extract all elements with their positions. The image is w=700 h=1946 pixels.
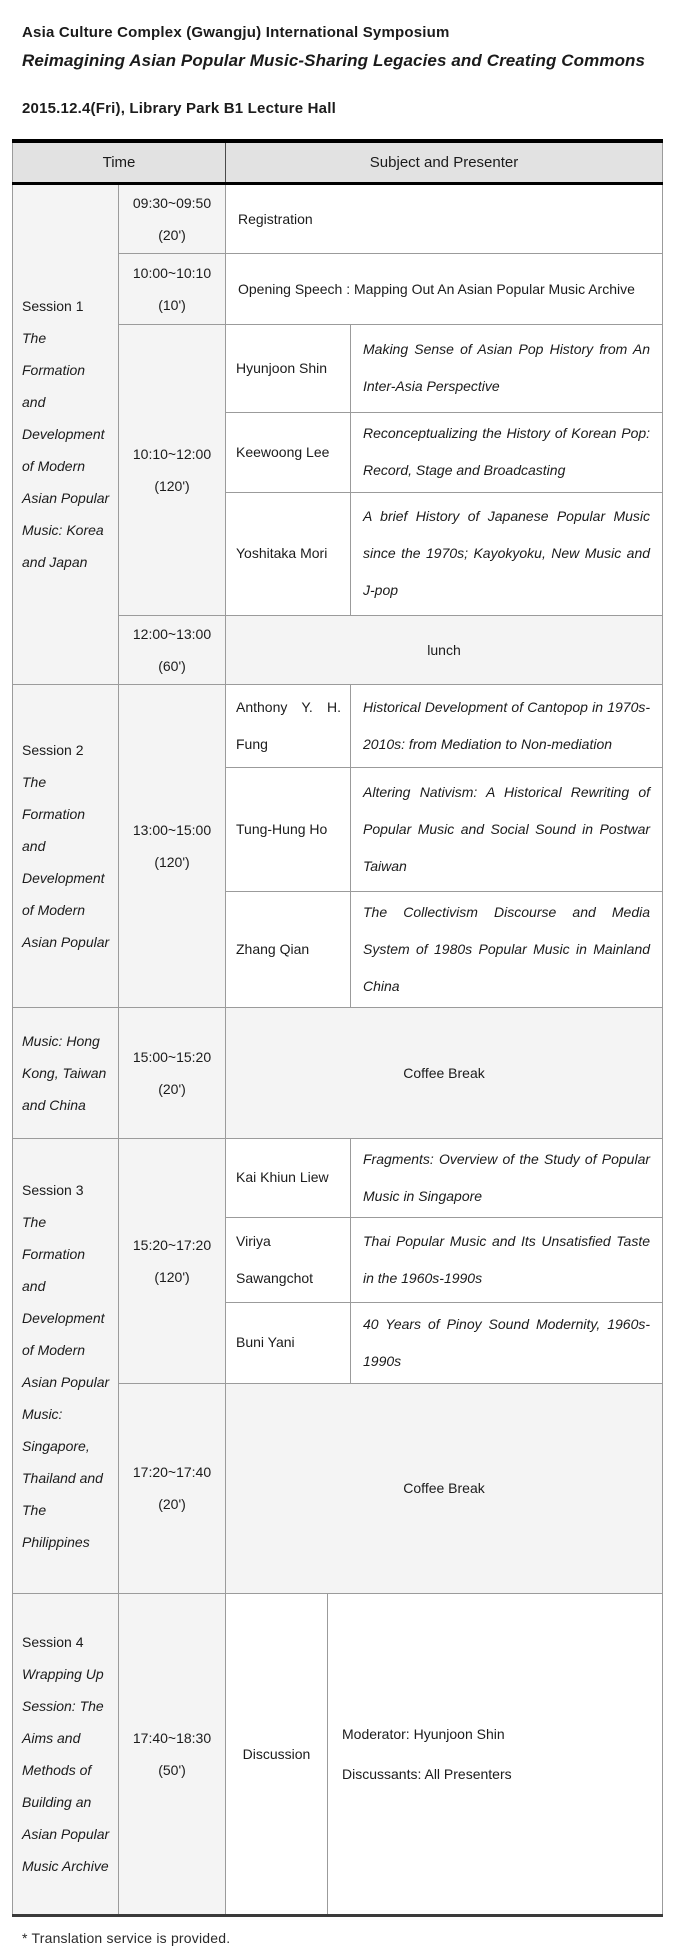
- session-name: Session 4: [22, 1633, 84, 1650]
- presenter-cell: Anthony Y. H. Fung: [226, 684, 351, 767]
- time-cell: [119, 1593, 226, 1915]
- schedule-table: [12, 139, 663, 1917]
- presentation-title-cell: Historical Development of Cantopop in 1970s-2010s: from Mediation to Non-mediation: [351, 684, 663, 767]
- time-column-header: Time: [13, 141, 226, 183]
- session-description: Wrapping Up Session: The Aims and Methods of Building an Asian Popular Music Archive: [22, 1665, 110, 1874]
- time-range: 17:20~17:40: [132, 1464, 212, 1480]
- discussion-label-cell: Discussion: [226, 1593, 328, 1915]
- time-range: 15:00~15:20: [132, 1048, 212, 1065]
- time-cell: [119, 1138, 226, 1383]
- moderator-cell: [328, 1593, 663, 1915]
- time-cell: [119, 615, 226, 684]
- session-2-continued-cell: [13, 1007, 119, 1138]
- session-2-cell: [13, 684, 119, 1007]
- session-name: Session 2: [22, 741, 84, 758]
- presentation-title-cell: Thai Popular Music and Its Unsatisfied Taste in the 1960s-1990s: [351, 1217, 663, 1302]
- session-description: Music: Hong Kong, Taiwan and China: [22, 1032, 107, 1113]
- time-duration: (20'): [158, 1496, 186, 1512]
- table-row: [13, 684, 663, 767]
- time-cell: [119, 253, 226, 324]
- table-row: [13, 1007, 663, 1138]
- time-cell: [119, 183, 226, 253]
- presenter-cell: Zhang Qian: [226, 891, 351, 1007]
- table-row: [13, 1593, 663, 1915]
- time-range: 10:00~10:10: [132, 264, 212, 281]
- session-4-cell: [13, 1593, 119, 1915]
- presenter-cell: Buni Yani: [226, 1302, 351, 1383]
- symposium-subtitle: Reimagining Asian Popular Music-Sharing Legacies and Creating Commons: [22, 51, 646, 70]
- time-duration: (120'): [154, 1268, 190, 1285]
- presentation-title-cell: 40 Years of Pinoy Sound Modernity, 1960s-1990s: [351, 1302, 663, 1383]
- presentation-title-cell: Altering Nativism: A Historical Rewriting of Popular Music and Social Sound in Postwar Taiwan: [351, 767, 663, 891]
- presenter-cell: Viriya Sawangchot: [226, 1217, 351, 1302]
- time-duration: (60'): [158, 657, 186, 674]
- time-cell: [119, 1007, 226, 1138]
- time-range: 15:20~17:20: [132, 1236, 212, 1253]
- time-range: 12:00~13:00: [132, 625, 212, 642]
- footnote: * Translation service is provided.: [22, 1929, 231, 1946]
- time-duration: (20'): [158, 1080, 186, 1097]
- session-description: The Formation and Development of Modern Asian Popular Music: Singapore, Thailand and The Philippines: [22, 1213, 110, 1550]
- time-range: 17:40~18:30: [132, 1729, 212, 1746]
- time-range: 09:30~09:50: [132, 194, 212, 211]
- time-duration: (120'): [154, 853, 190, 870]
- time-range: 13:00~15:00: [132, 821, 212, 838]
- time-duration: (20'): [158, 226, 186, 243]
- break-cell-lunch: lunch: [226, 615, 663, 684]
- session-description: The Formation and Development of Modern Asian Popular Music: Korea and Japan: [22, 330, 110, 570]
- event-cell-opening-speech: Opening Speech : Mapping Out An Asian Popular Music Archive: [226, 253, 663, 324]
- document-title: Asia Culture Complex (Gwangju) International Symposium: [22, 24, 450, 41]
- discussants-line: Discussants: All Presenters: [342, 1765, 512, 1782]
- subject-column-header: Subject and Presenter: [226, 141, 663, 183]
- table-row: [13, 1138, 663, 1217]
- moderator-line: Moderator: Hyunjoon Shin: [342, 1725, 505, 1742]
- break-cell-coffee: Coffee Break: [226, 1007, 663, 1138]
- time-duration: (50'): [158, 1761, 186, 1778]
- time-duration: (10'): [158, 296, 186, 313]
- session-name: Session 3: [22, 1181, 84, 1198]
- presenter-cell: Yoshitaka Mori: [226, 492, 351, 615]
- session-description: The Formation and Development of Modern Asian Popular: [22, 773, 110, 950]
- time-duration: (120'): [154, 477, 190, 494]
- time-cell: [119, 324, 226, 615]
- date-venue: 2015.12.4(Fri), Library Park B1 Lecture Hall: [22, 100, 336, 117]
- presenter-cell: Tung-Hung Ho: [226, 767, 351, 891]
- time-cell: [119, 1383, 226, 1593]
- time-range: 10:10~12:00: [132, 445, 212, 462]
- presenter-cell: Keewoong Lee: [226, 412, 351, 492]
- table-header-row: [13, 141, 663, 183]
- table-row: [13, 183, 663, 253]
- presentation-title-cell: The Collectivism Discourse and Media System of 1980s Popular Music in Mainland China: [351, 891, 663, 1007]
- session-name: Session 1: [22, 298, 84, 314]
- presenter-cell: Kai Khiun Liew: [226, 1138, 351, 1217]
- presenter-cell: Hyunjoon Shin: [226, 324, 351, 412]
- presentation-title-cell: Making Sense of Asian Pop History from An Inter-Asia Perspective: [351, 324, 663, 412]
- presentation-title-cell: Fragments: Overview of the Study of Popular Music in Singapore: [351, 1138, 663, 1217]
- presentation-title-cell: A brief History of Japanese Popular Music since the 1970s; Kayokyoku, New Music and J-pop: [351, 492, 663, 615]
- event-cell-registration: Registration: [226, 183, 663, 253]
- time-cell: [119, 684, 226, 1007]
- presentation-title-cell: Reconceptualizing the History of Korean Pop: Record, Stage and Broadcasting: [351, 412, 663, 492]
- break-cell-coffee: Coffee Break: [226, 1383, 663, 1593]
- session-1-cell: [13, 183, 119, 684]
- session-3-cell: [13, 1138, 119, 1593]
